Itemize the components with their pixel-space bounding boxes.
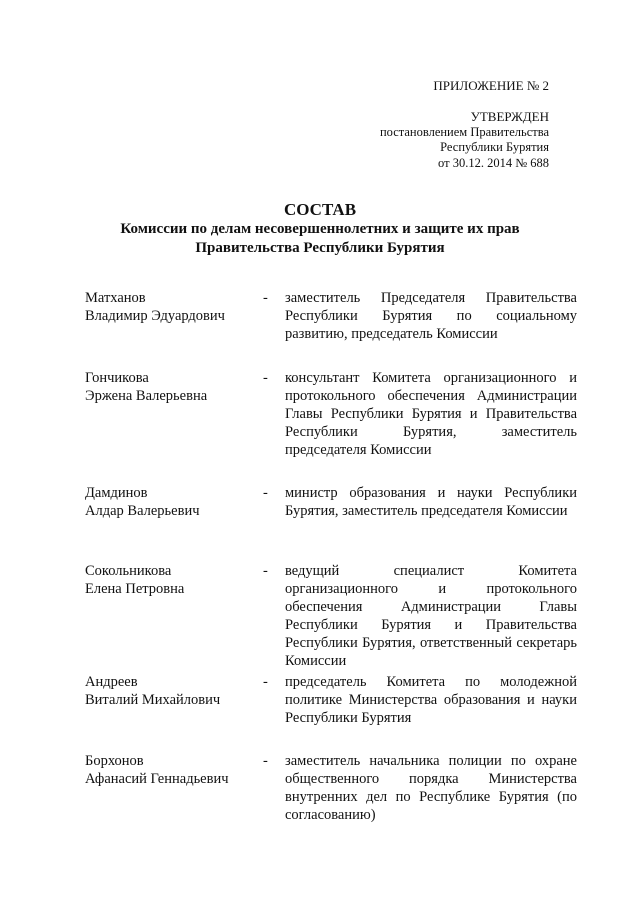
member-name [85,673,263,752]
member-given-name: Эржена Валерьевна [85,388,208,404]
member-dash: - [263,674,268,690]
member-surname: Андреев [85,674,138,690]
member-entry [85,484,577,562]
member-entry [85,562,577,673]
member-surname: Сокольникова [85,563,172,579]
member-given-name: Елена Петровна [85,581,185,597]
member-name [85,752,263,824]
member-role: председатель Комитета по молодежной политике Министерства образования и науки Республики Бурятия [285,674,577,726]
title-line-1: Комиссии по делам несовершеннолетних и защите их прав [120,221,520,237]
member-dash: - [263,290,268,306]
approval-block [380,109,549,171]
member-entry [85,673,577,752]
member-name [85,369,263,484]
member-surname: Матханов [85,290,146,306]
member-name [85,289,263,369]
member-role: консультант Комитета организационного и протокольного обеспечения Администрации Главы Республики Бурятия и Правительства Республики Бурятия, заместитель председателя Комиссии [285,370,577,458]
title-main: СОСТАВ [283,200,357,219]
member-given-name: Владимир Эдуардович [85,308,225,324]
member-role: заместитель Председателя Правительства Республики Бурятия по социальному развитию, председатель Комиссии [285,290,577,342]
decree-line-1: постановлением Правительства [379,124,549,139]
member-name [85,484,263,562]
member-given-name: Виталий Михайлович [85,692,221,708]
member-dash: - [263,370,268,386]
member-dash: - [263,563,268,579]
title-line-2: Правительства Республики Бурятия [195,240,445,256]
member-entry [85,369,577,484]
member-dash: - [263,753,268,769]
member-surname: Дамдинов [85,485,148,501]
member-surname: Борхонов [85,753,144,769]
member-entry [85,752,577,824]
member-name [85,562,263,673]
member-surname: Гончикова [85,370,149,386]
decree-line-2: Республики Бурятия [440,140,549,154]
appendix-label: ПРИЛОЖЕНИЕ № 2 [433,78,549,93]
member-given-name: Афанасий Геннадьевич [85,771,229,787]
member-given-name: Алдар Валерьевич [85,503,200,519]
member-role: ведущий специалист Комитета организационного и протокольного обеспечения Администрации Главы Республики Бурятия и Правительства Республики Бурятия, ответственный секретарь Комиссии [285,563,577,669]
member-role: заместитель начальника полиции по охране общественного порядка Министерства внутренних дел по Республике Бурятия (по согласованию) [285,753,577,823]
member-list [85,289,577,824]
member-role: министр образования и науки Республики Бурятия, заместитель председателя Комиссии [285,485,577,519]
member-dash: - [263,485,268,501]
approved-label: УТВЕРЖДЕН [470,109,549,124]
document-title [0,200,640,258]
decree-line-3: от 30.12. 2014 № 688 [438,155,549,170]
member-entry [85,289,577,369]
